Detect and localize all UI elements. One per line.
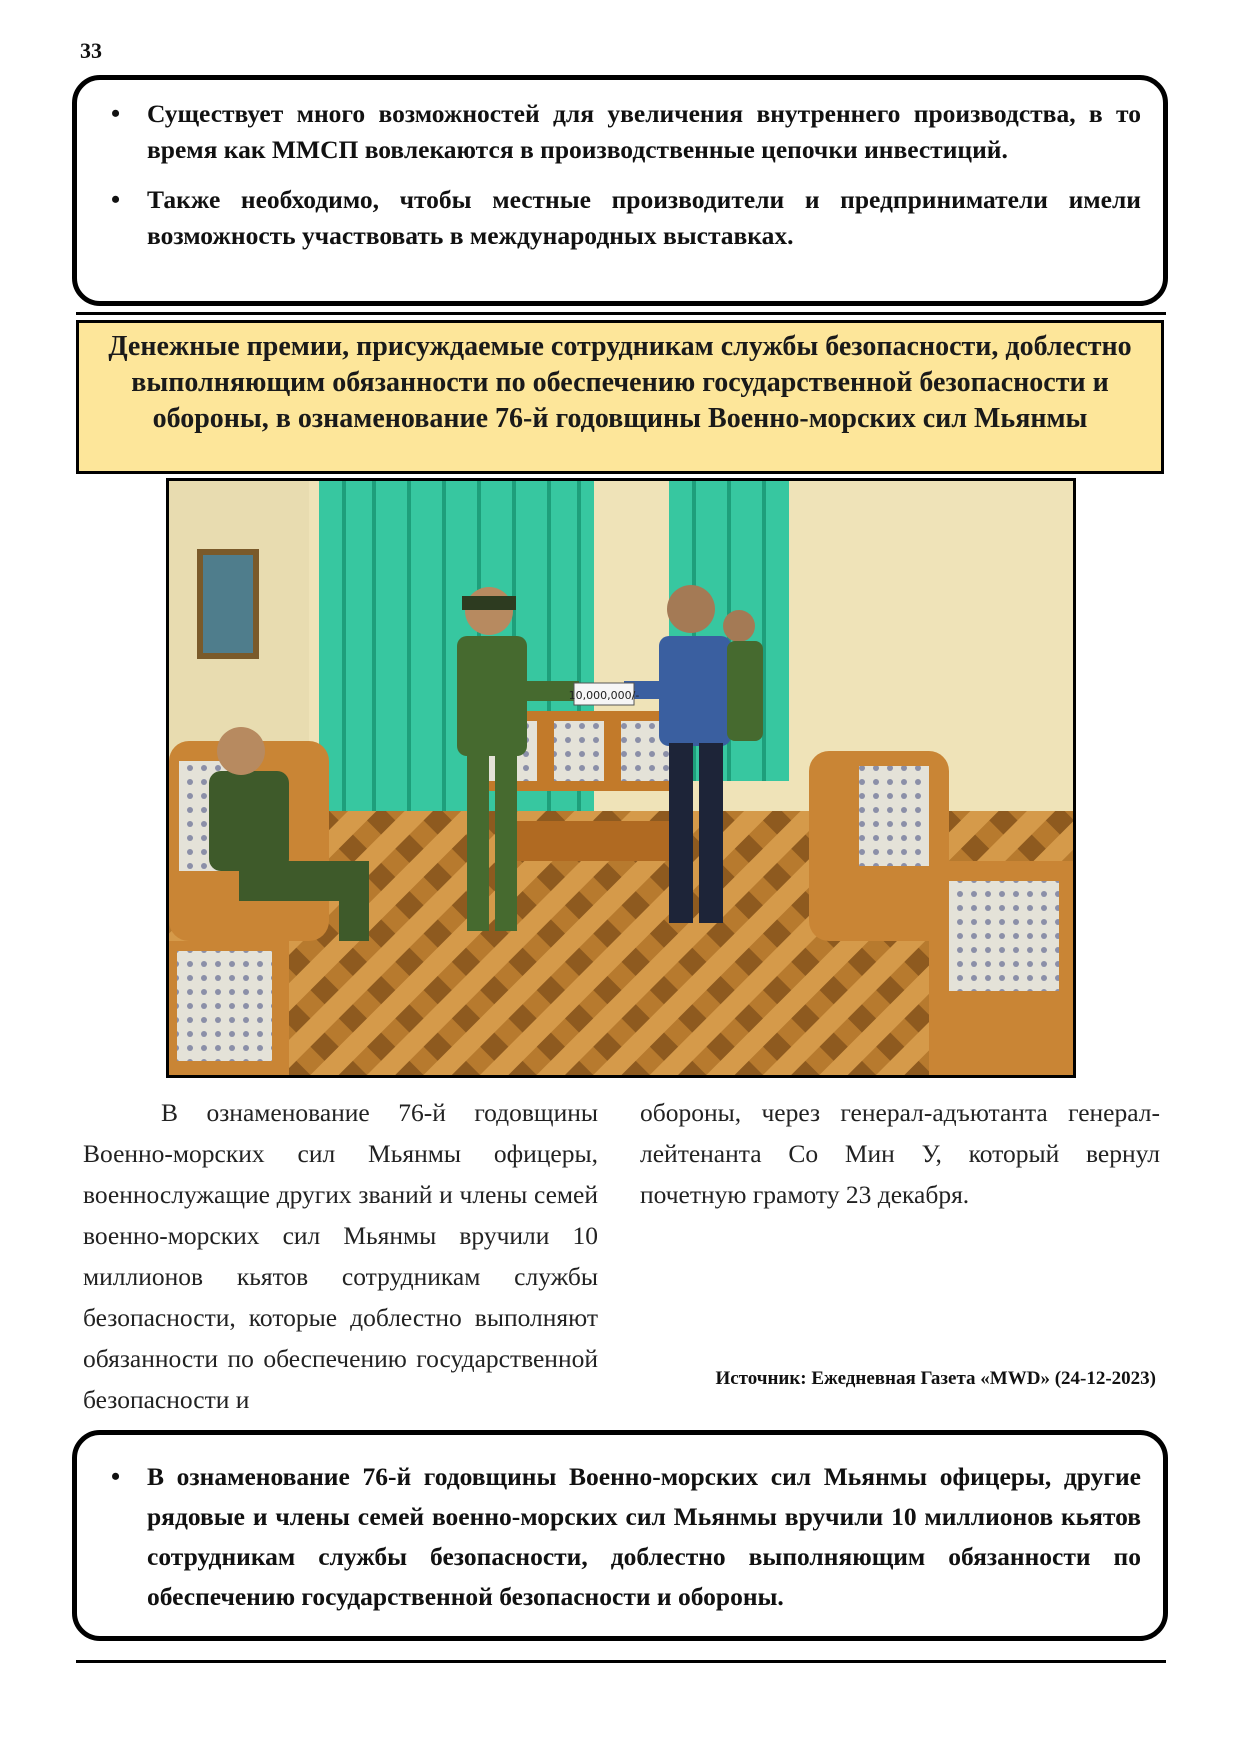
article-column-left [83, 1092, 598, 1420]
divider-line [76, 1660, 1166, 1663]
bullet-list [97, 1457, 1141, 1617]
bullet-item: • Существует много возможностей для увеличения внутреннего производства, в то время как ММСП вовлекаются в производственные цепочки инвестиций. [97, 96, 1141, 168]
photo-illustration [169, 481, 1073, 1075]
article-column-right: обороны, через генерал-адъютанта генерал-лейтенанта Со Мин У, который вернул почетную грамоту 23 декабря. [640, 1098, 1160, 1209]
article-photo [166, 478, 1076, 1078]
bullet-item: • В ознаменование 76-й годовщины Военно-морских сил Мьянмы офицеры, другие рядовые и члены семей военно-морских сил Мьянмы вручили 10 миллионов кьятов сотрудникам службы безопасности, доблестно выполняющим обязанности по обеспечению государственной безопасности и обороны. [97, 1457, 1141, 1617]
bullet-item: • Также необходимо, чтобы местные производители и предприниматели имели возможность участвовать в международных выставках. [97, 182, 1141, 254]
article-text-left: В ознаменование 76-й годовщины Военно-морских сил Мьянмы офицеры, военнослужащие других званий и члены семей военно-морских сил Мьянмы вручили 10 миллионов кьятов сотрудникам службы безопасности, которые доблестно выполняют обязанности по обеспечению государственной безопасности и [83, 1098, 598, 1414]
divider-line [76, 312, 1166, 315]
summary-box-top [72, 75, 1168, 306]
summary-box-bottom [72, 1430, 1168, 1641]
bullet-list [97, 96, 1141, 254]
envelope-label: 10,000,000/- [568, 689, 640, 702]
page-number: 33 [80, 38, 102, 63]
source-credit: Источник: Ежедневная Газета «MWD» (24-12-2023) [715, 1368, 1156, 1389]
article-headline: Денежные премии, присуждаемые сотрудникам службы безопасности, доблестно выполняющим обязанности по обеспечению государственной безопасности и обороны, в ознаменование 76-й годовщины Военно-морских сил Мьянмы [76, 320, 1164, 474]
